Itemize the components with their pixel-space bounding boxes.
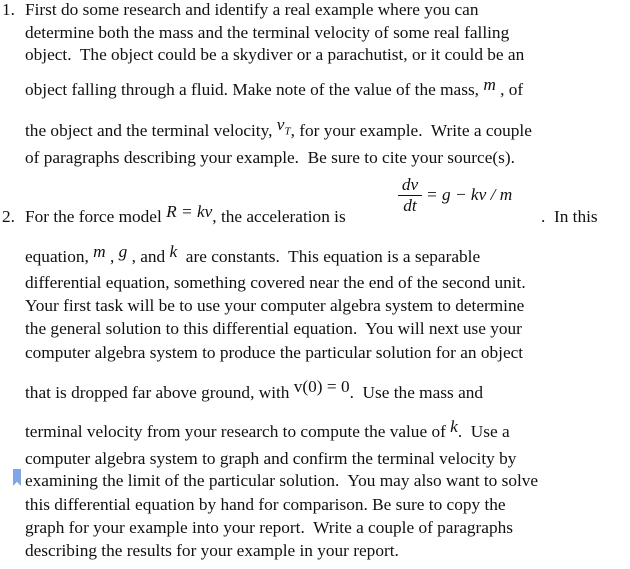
- math-k: k: [450, 417, 458, 436]
- text: , for your example. Write a couple: [290, 121, 532, 140]
- text-line: that is dropped far above ground, with v(0) = 0. Use the mass and: [25, 377, 484, 402]
- text-line: examining the limit of the particular solution. You may also want to solve: [25, 471, 539, 490]
- text: object falling through a fluid. Make note of the value of the mass,: [25, 80, 484, 99]
- text-line: equation, m , g , and k are constants. This equation is a separable: [25, 242, 481, 266]
- text-line: [25, 75, 524, 100]
- text-line: Your first task will be to use your computer algebra system to determine: [25, 296, 525, 315]
- math-m: m: [93, 242, 106, 261]
- text-line: First do some research and identify a real example where you can: [25, 0, 479, 19]
- math-v-terminal: $v_T$: [276, 115, 291, 138]
- bookmark-icon[interactable]: [13, 469, 21, 486]
- text-line: . In this: [541, 207, 598, 226]
- text-line: determine both the mass and the terminal velocity of some real falling: [25, 23, 510, 42]
- text-line: describing the results for your example in your report.: [25, 541, 399, 560]
- text-line: differential equation, something covered near the end of the second unit.: [25, 273, 526, 292]
- text-line: computer algebra system to graph and confirm the terminal velocity by: [25, 449, 517, 468]
- text-line: graph for your example into your report. Write a couple of paragraphs: [25, 518, 513, 537]
- list-number: 2.: [2, 207, 15, 226]
- math-g: g: [118, 242, 128, 261]
- text-line: of paragraphs describing your example. Be sure to cite your source(s).: [25, 148, 515, 167]
- math-k: k: [169, 242, 178, 261]
- text: , of: [495, 80, 524, 99]
- text-line: [25, 202, 350, 227]
- text: the object and the terminal velocity,: [25, 121, 277, 140]
- math-m: m: [483, 75, 496, 94]
- math-force-model: R = kv: [166, 202, 213, 221]
- text-line: the general solution to this differential equation. You will next use your: [25, 319, 522, 338]
- text-line: object. The object could be a skydiver or a parachutist, or it could be an: [25, 45, 525, 64]
- list-number: 1.: [2, 0, 15, 19]
- text-line: this differential equation by hand for comparison. Be sure to copy the: [25, 495, 506, 514]
- math-initial-condition: v(0) = 0: [293, 377, 350, 396]
- math-fraction-dvdt: dv dt: [398, 176, 422, 215]
- text: , the acceleration is: [212, 207, 350, 226]
- text-line: [25, 115, 532, 147]
- text: For the force model: [25, 207, 167, 226]
- text-line: computer algebra system to produce the particular solution for an object: [25, 343, 524, 362]
- text-line: terminal velocity from your research to compute the value of k. Use a: [25, 417, 510, 441]
- math-acceleration-rhs: = g − kv / m: [426, 185, 513, 204]
